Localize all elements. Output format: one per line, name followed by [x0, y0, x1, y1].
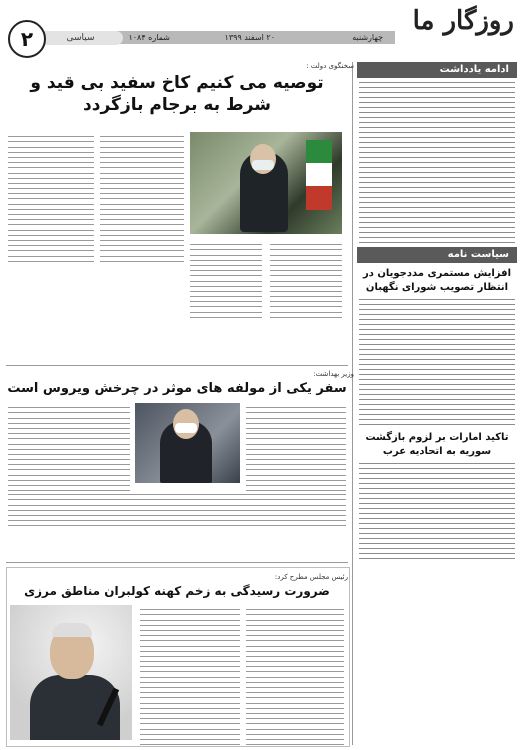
article1-headline: توصیه می کنیم کاخ سفید بی قید و شرط به برجام بازگردد	[30, 73, 324, 115]
policy-heading: سیاست نامه	[357, 247, 517, 263]
article1-text-col	[190, 240, 262, 322]
article3-text-col	[246, 605, 344, 749]
right-column	[357, 62, 517, 563]
article2-photo	[135, 403, 240, 483]
news-title: تاکید امارات بر لزوم بازگشت سوریه به اتحادیه عرب	[365, 432, 509, 457]
article2-text-col	[246, 403, 346, 495]
editorial-text	[357, 82, 517, 243]
issue-number: شماره ۱۰۸۴	[128, 33, 170, 42]
article2-text-col	[8, 403, 130, 495]
section-label: سیاسی	[38, 31, 123, 45]
article1-photo	[190, 132, 342, 234]
article3-text-col	[140, 605, 240, 749]
policy-title: افزایش مستمری مددجویان در انتظار تصویب شورای نگهبان	[362, 268, 511, 293]
news-text	[357, 463, 517, 559]
editorial-heading: ادامه یادداشت	[357, 62, 517, 78]
issue-date: ۲۰ اسفند ۱۳۹۹	[224, 33, 275, 42]
article2-headline: سفر یکی از مولفه های موثر در چرخش ویروس است	[7, 381, 347, 396]
weekday: چهارشنبه	[352, 33, 383, 42]
section-divider	[6, 562, 348, 563]
article2-kicker: وزیر بهداشت:	[313, 370, 354, 378]
article3-headline: ضرورت رسیدگی به زخم کهنه کولبران مناطق مرزی	[24, 584, 330, 598]
page-number: ۲	[8, 20, 46, 58]
article1-text-col	[270, 240, 342, 322]
article1-text-col	[8, 132, 94, 266]
date-bar	[75, 31, 395, 44]
article3-kicker: رئیس مجلس مطرح کرد:	[274, 573, 348, 581]
article1-text-col	[100, 132, 184, 266]
flag-image	[306, 140, 332, 210]
article1-kicker: سخنگوی دولت :	[306, 62, 354, 70]
newspaper-logo: روزگار ما	[412, 6, 514, 36]
article2-text-bottom	[8, 490, 346, 531]
masthead	[0, 0, 524, 60]
section-divider	[6, 365, 348, 366]
policy-text	[357, 299, 517, 425]
column-divider	[352, 62, 353, 745]
article3-photo	[10, 605, 132, 740]
